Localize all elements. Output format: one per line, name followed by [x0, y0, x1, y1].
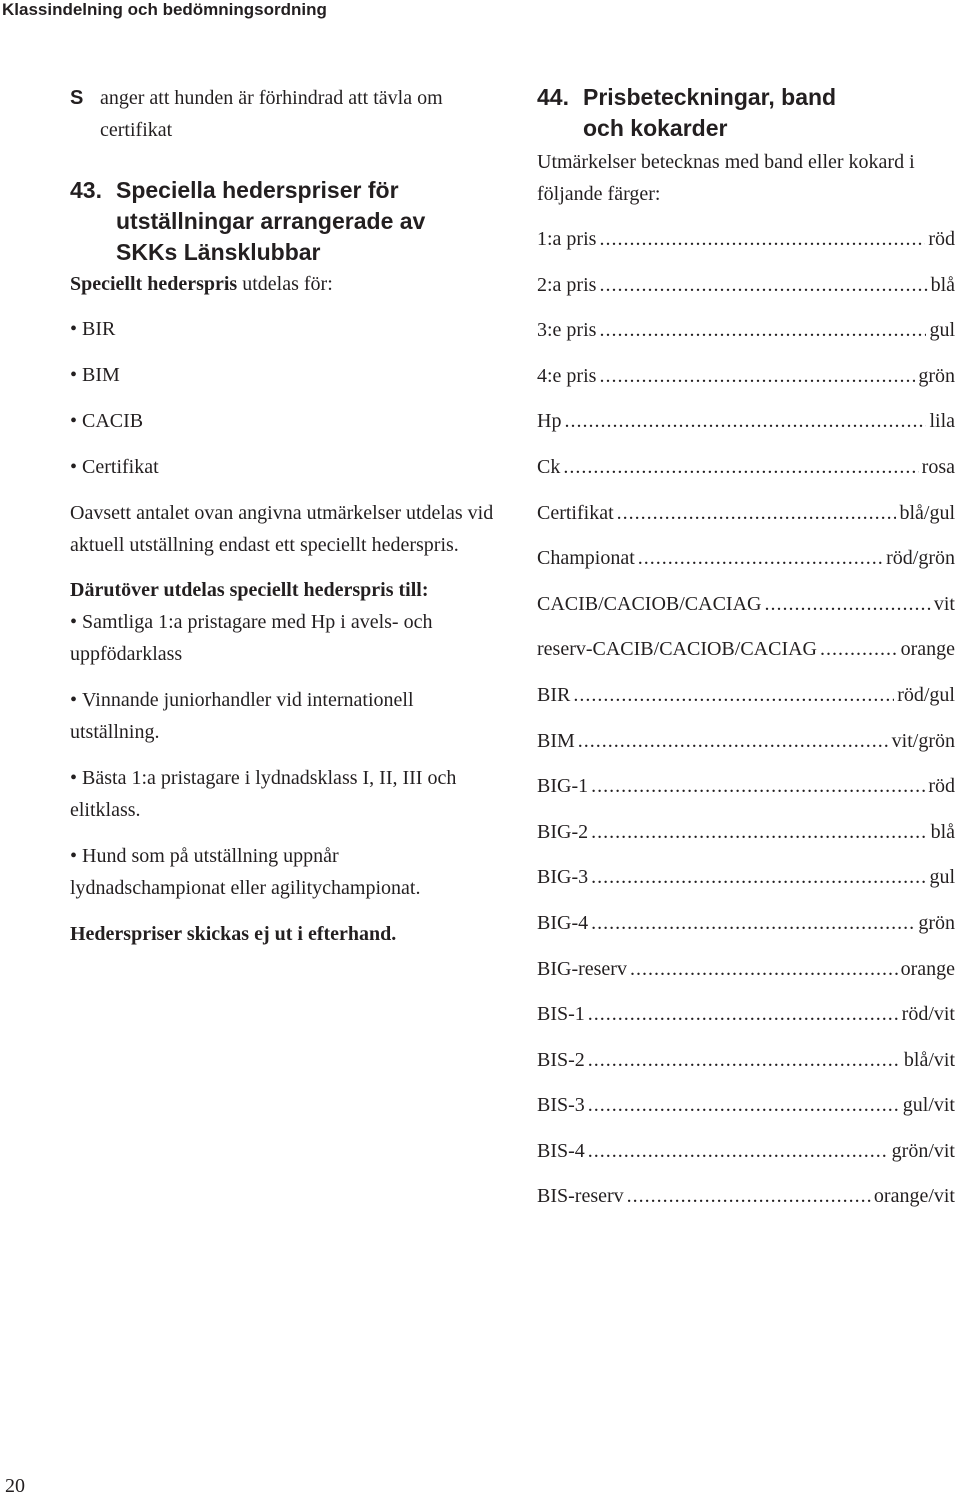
prize-row	[537, 907, 955, 939]
section-43-number: 43.	[70, 177, 102, 203]
dot-leader	[578, 725, 889, 757]
dot-leader	[617, 497, 897, 529]
s-text: anger att hunden är förhindrad att tävla om certifikat	[100, 87, 443, 141]
prize-row	[537, 953, 955, 985]
left-column	[70, 82, 495, 950]
dot-leader	[588, 1044, 901, 1076]
dot-leader	[591, 770, 925, 802]
prize-color-value: grön	[918, 911, 955, 934]
prize-label: BIS-3	[537, 1094, 585, 1117]
prize-row	[537, 1135, 955, 1167]
prize-color-value: grön	[918, 364, 955, 387]
dot-leader	[588, 1135, 889, 1167]
prize-color-value: blå	[930, 273, 955, 296]
prize-color-value: röd/grön	[886, 547, 955, 570]
prize-color-value: röd	[928, 228, 955, 250]
additional-prize-item: • Bästa 1:a pristagare i lydnadsklass I, II, III och elitklass.	[70, 762, 495, 826]
section-43-lead	[70, 268, 495, 300]
prize-label: CACIB/CACIOB/CACIAG	[537, 592, 762, 615]
dot-leader	[588, 998, 899, 1030]
prize-label: 4:e pris	[537, 364, 597, 387]
additional-prize-list	[70, 606, 495, 904]
lead-rest: utdelas för:	[237, 273, 333, 295]
section-43-title	[70, 175, 495, 268]
dot-leader	[627, 1180, 871, 1212]
dot-leader	[591, 816, 927, 848]
prize-label: BIG-2	[537, 820, 589, 843]
additional-prize-heading: Därutöver utdelas speciellt hederspris till:	[70, 579, 429, 601]
dot-leader	[599, 223, 925, 255]
prize-color-list	[537, 223, 955, 1212]
prize-label: BIS-4	[537, 1139, 585, 1162]
prize-color-value: blå	[930, 820, 955, 843]
prize-color-value: röd/vit	[901, 1003, 955, 1026]
prize-row	[537, 223, 955, 255]
prize-row	[537, 542, 955, 574]
prize-color-value: orange	[900, 638, 955, 661]
award-bullet-item: • Certifikat	[70, 451, 495, 483]
prize-label: 3:e pris	[537, 319, 597, 342]
section-44-title-line1: Prisbeteckningar, band	[583, 84, 837, 110]
prize-color-value: blå/vit	[903, 1048, 955, 1071]
prize-row	[537, 269, 955, 301]
prize-color-value: vit/grön	[891, 729, 955, 752]
award-bullet-item: • BIR	[70, 313, 495, 345]
prize-color-value: gul	[929, 319, 955, 342]
dot-leader	[599, 360, 915, 392]
section-43-title-line3: SKKs Länsklubbar	[116, 239, 321, 265]
prize-color-value: grön/vit	[891, 1139, 955, 1162]
prize-color-value: röd	[928, 775, 955, 798]
additional-prize-item: • Hund som på utställning uppnår lydnadschampionat eller agilitychampionat.	[70, 840, 495, 904]
dot-leader	[564, 405, 926, 437]
section-44-title-line2: och kokarder	[583, 115, 728, 141]
section-43-title-line1: Speciella hederspriser för	[116, 177, 399, 203]
prize-row	[537, 1180, 955, 1212]
dot-leader	[591, 861, 926, 893]
prize-color-value: lila	[929, 410, 955, 433]
award-bullet-list	[70, 313, 495, 483]
prize-label: 2:a pris	[537, 273, 597, 296]
additional-prize-item: • Vinnande juniorhandler vid internationell utställning.	[70, 684, 495, 748]
prize-row	[537, 314, 955, 346]
prize-label: Ck	[537, 455, 561, 478]
prize-label: BIM	[537, 729, 575, 752]
prize-row	[537, 360, 955, 392]
dot-leader	[820, 633, 898, 665]
prize-label: BIS-reserv	[537, 1185, 624, 1208]
prize-label: BIS-2	[537, 1048, 585, 1071]
section-44-intro: Utmärkelser betecknas med band eller kokard i följande färger:	[537, 151, 915, 205]
dot-leader	[563, 451, 918, 483]
prize-label: BIS-1	[537, 1003, 585, 1026]
prize-color-value: röd/gul	[897, 683, 955, 706]
prize-color-value: gul	[929, 866, 955, 889]
prize-row	[537, 770, 955, 802]
award-bullet-item: • BIM	[70, 359, 495, 391]
page-number: 20	[5, 1475, 25, 1497]
prize-row	[537, 451, 955, 483]
prize-row	[537, 679, 955, 711]
prize-row	[537, 633, 955, 665]
prize-color-value: orange	[900, 957, 955, 980]
prize-color-value: rosa	[921, 455, 955, 478]
prize-label: Hp	[537, 410, 562, 433]
prize-label: BIR	[537, 683, 571, 706]
prize-label: BIG-1	[537, 775, 589, 798]
section-43-title-line2: utställningar arrangerade av	[116, 208, 426, 234]
prize-label: Championat	[537, 547, 635, 570]
prize-label: BIG-reserv	[537, 957, 627, 980]
additional-prize-item: • Samtliga 1:a pristagare med Hp i avels- och uppfödarklass	[70, 606, 495, 670]
single-prize-paragraph: Oavsett antalet ovan angivna utmärkelser utdelas vid aktuell utställning endast ett speciellt hederspris.	[70, 502, 494, 556]
running-header: Klassindelning och bedömningsordning	[2, 0, 327, 19]
closing-note: Hederspriser skickas ej ut i efterhand.	[70, 923, 397, 945]
prize-label: BIG-3	[537, 866, 589, 889]
prize-row	[537, 998, 955, 1030]
dot-leader	[599, 269, 927, 301]
prize-label: BIG-4	[537, 911, 589, 934]
prize-row	[537, 497, 955, 529]
prize-color-value: orange/vit	[873, 1185, 955, 1208]
dot-leader	[599, 314, 926, 346]
prize-color-value: vit	[933, 592, 955, 615]
lead-bold: Speciellt hederspris	[70, 273, 238, 295]
prize-label: 1:a pris	[537, 228, 597, 250]
prize-row	[537, 1089, 955, 1121]
section-44-title	[537, 82, 955, 144]
award-bullet-item: • CACIB	[70, 405, 495, 437]
dot-leader	[591, 907, 915, 939]
dot-leader	[588, 1089, 900, 1121]
dot-leader	[638, 542, 883, 574]
prize-color-value: gul/vit	[902, 1094, 955, 1117]
s-key: S	[70, 87, 84, 109]
dot-leader	[630, 953, 898, 985]
prize-row	[537, 816, 955, 848]
prize-row	[537, 588, 955, 620]
prize-row	[537, 725, 955, 757]
s-definition	[70, 82, 495, 146]
prize-row	[537, 405, 955, 437]
section-44-number: 44.	[537, 84, 569, 110]
prize-color-value: blå/gul	[899, 501, 955, 524]
prize-row	[537, 861, 955, 893]
dot-leader	[573, 679, 894, 711]
prize-label: Certifikat	[537, 501, 614, 524]
prize-label: reserv-CACIB/CACIOB/CACIAG	[537, 638, 817, 661]
dot-leader	[764, 588, 930, 620]
prize-row	[537, 1044, 955, 1076]
right-column	[537, 82, 955, 1226]
